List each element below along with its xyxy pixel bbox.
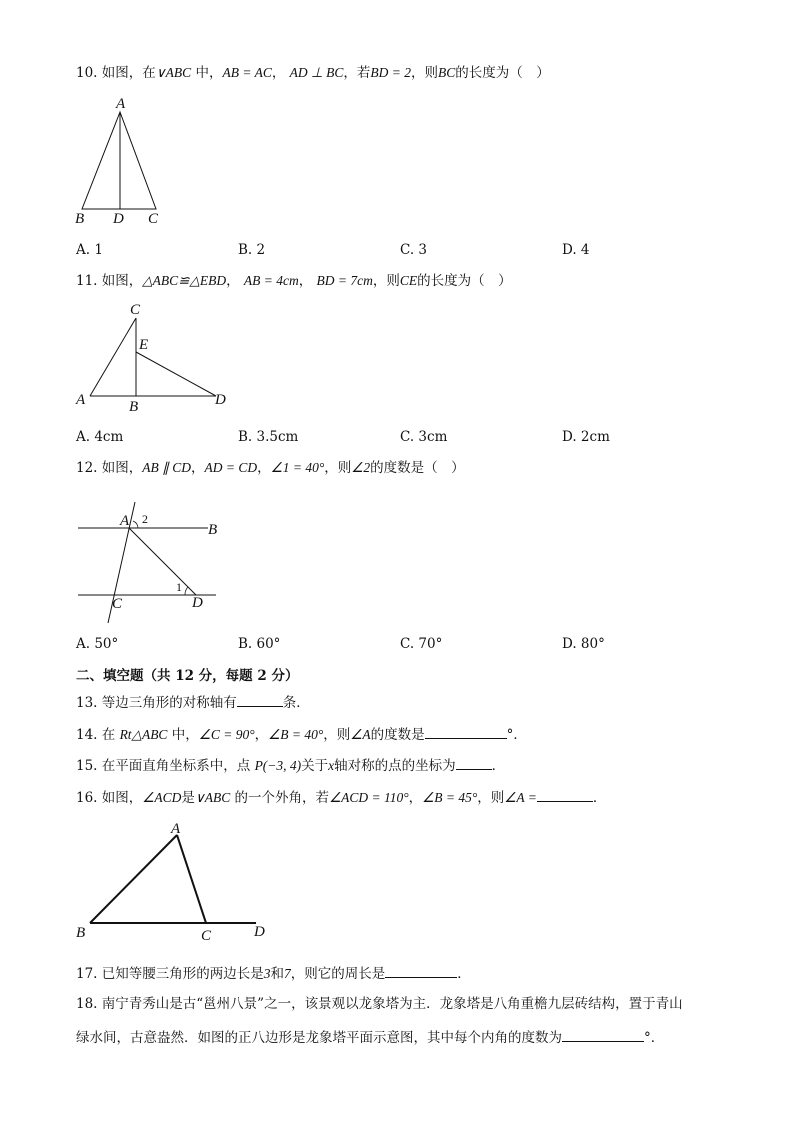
q12-option-b[interactable]: B. 60° (238, 636, 281, 652)
question-17-text: 17. 已知等腰三角形的两边长是3和7，则它的周长是 ． (76, 963, 471, 983)
q16-label-c: C (201, 928, 212, 944)
question-10-text: 10. 如图，在∨ABC 中，AB = AC， AD ⊥ BC，若BD = 2，则BC的长度为（ ） (76, 65, 550, 81)
q13-answer-blank[interactable] (237, 692, 283, 707)
q16-side-ac (177, 835, 206, 923)
q10-option-c[interactable]: C. 3 (400, 242, 428, 258)
q12-angle-1-arc (185, 587, 188, 595)
question-13-text: 13. 等边三角形的对称轴有 条． (76, 692, 310, 712)
q10-option-d[interactable]: D. 4 (562, 242, 590, 258)
q11-label-d: D (215, 392, 226, 408)
q10-option-b[interactable]: B. 2 (238, 242, 266, 258)
q17-answer-blank[interactable] (385, 963, 457, 978)
q16-answer-blank[interactable] (537, 787, 593, 802)
question-12-text: 12. 如图，AB ∥ CD，AD = CD，∠1 = 40°，则∠2的度数是（ ） (76, 460, 465, 476)
q11-figure (72, 300, 242, 420)
q12-label-2: 2 (142, 512, 148, 526)
q15-answer-blank[interactable] (456, 755, 492, 770)
q11-option-b[interactable]: B. 3.5cm (238, 429, 299, 445)
q12-angle-2-arc (133, 521, 138, 528)
q12-figure (72, 490, 242, 630)
question-14-text: 14. 在 Rt△ABC 中，∠C = 90°，∠B = 40°，则∠A的度数是 °． (76, 724, 527, 744)
question-16-text: 16. 如图，∠ACD是∨ABC 的一个外角，若∠ACD = 110°，∠B = 45°，则∠A = ． (76, 787, 606, 807)
q10-figure (72, 92, 192, 227)
q10-option-a[interactable]: A. 1 (76, 242, 103, 258)
q10-label-d: D (113, 211, 124, 227)
question-18-line-2: 绿水间，古意盎然．如图的正八边形是龙象塔平面示意图，其中每个内角的度数为 °． (76, 1027, 664, 1047)
q12-label-c: C (112, 596, 123, 612)
q12-option-a[interactable]: A. 50° (76, 636, 119, 652)
q12-segment-ad (129, 528, 196, 595)
q10-label-c: C (148, 211, 159, 227)
q11-option-c[interactable]: C. 3cm (400, 429, 448, 445)
q12-label-b: B (208, 522, 218, 538)
q12-label-d: D (192, 595, 203, 611)
q11-option-d[interactable]: D. 2cm (562, 429, 610, 445)
q11-side-ed (136, 352, 216, 396)
q11-label-b: B (129, 399, 139, 415)
q16-figure (72, 815, 272, 945)
q12-option-c[interactable]: C. 70° (400, 636, 443, 652)
q10-triangle (82, 112, 156, 209)
question-18-line-1: 18. 南宁青秀山是古“邕州八景”之一，该景观以龙象塔为主．龙象塔是八角重檐九层砖结构，置于青山 (76, 996, 683, 1012)
q16-label-d: D (254, 924, 265, 940)
question-15-text: 15. 在平面直角坐标系中，点 P(−3, 4)关于x轴对称的点的坐标为 ． (76, 755, 505, 775)
q16-label-b: B (76, 925, 86, 941)
q10-label-a: A (116, 96, 126, 112)
q12-label-a: A (120, 513, 130, 529)
section-2-heading: 二、填空题（共 12 分，每题 2 分） (76, 668, 299, 684)
q11-side-ac (90, 318, 136, 396)
question-11-text: 11. 如图，△ABC≌△EBD， AB = 4cm， BD = 7cm，则CE的长度为（ ） (76, 273, 512, 289)
q12-label-1: 1 (176, 580, 182, 594)
q18-answer-blank[interactable] (562, 1027, 644, 1042)
q14-answer-blank[interactable] (425, 724, 507, 739)
q16-side-ba (90, 835, 177, 923)
q10-label-b: B (75, 211, 85, 227)
q16-label-a: A (171, 821, 181, 837)
q11-option-a[interactable]: A. 4cm (76, 429, 124, 445)
q11-label-c: C (130, 302, 141, 318)
q11-label-e: E (139, 337, 149, 353)
q12-option-d[interactable]: D. 80° (562, 636, 605, 652)
q11-label-a: A (76, 392, 86, 408)
